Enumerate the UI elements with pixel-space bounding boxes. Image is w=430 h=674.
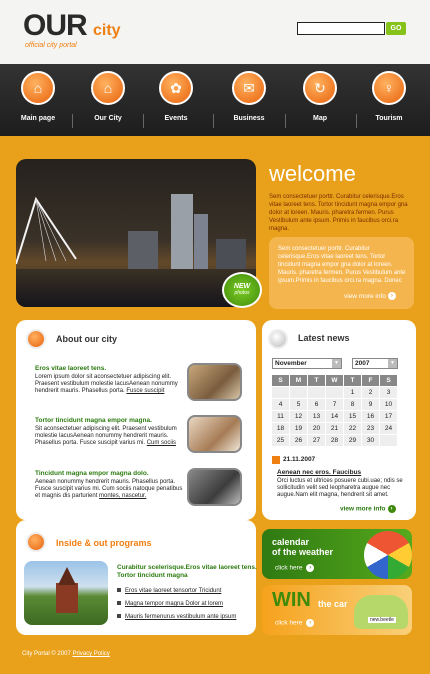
calendar-day[interactable]: 6 xyxy=(308,399,325,410)
weather-click: click here › xyxy=(275,564,314,572)
umbrella-graphic xyxy=(364,531,412,579)
nav-item-our-city[interactable] xyxy=(72,64,144,136)
calendar-day[interactable]: 4 xyxy=(272,399,289,410)
new-photos-badge[interactable] xyxy=(222,272,262,308)
about-title: About our city xyxy=(56,334,117,344)
calendar-day[interactable]: 18 xyxy=(272,423,289,434)
chevron-down-icon: ▼ xyxy=(388,359,397,368)
building-thumbnail xyxy=(187,363,242,401)
calendar-day[interactable]: 8 xyxy=(344,399,361,410)
main-nav xyxy=(0,64,430,136)
calendar-day[interactable]: 21 xyxy=(326,423,343,434)
calendar-day[interactable]: 26 xyxy=(290,435,307,446)
weather-promo[interactable] xyxy=(262,529,412,579)
calendar-day[interactable]: 16 xyxy=(362,411,379,422)
calendar-day[interactable]: 15 xyxy=(344,411,361,422)
calendar-day[interactable]: 9 xyxy=(362,399,379,410)
arrow-right-icon: › xyxy=(388,292,396,300)
house-icon: ⌂ xyxy=(91,71,125,105)
church-spire xyxy=(58,567,76,585)
footer xyxy=(22,651,110,657)
nav-label: Map xyxy=(313,115,327,122)
nav-label: Main page xyxy=(20,115,56,122)
calendar-day[interactable]: 13 xyxy=(308,411,325,422)
header xyxy=(0,0,430,64)
month-value: November xyxy=(275,360,307,367)
copyright: City Portal © 2007 xyxy=(22,651,73,657)
calendar-day[interactable]: 17 xyxy=(380,411,397,422)
crowd-thumbnail xyxy=(187,468,242,506)
program-link[interactable]: Eros vitae laoreet tensortor Tricidunt xyxy=(117,588,221,594)
news-date: 21.11.2007 xyxy=(283,456,316,463)
program-link[interactable]: Magna tempor magna Dolor at lorem xyxy=(117,601,223,607)
nav-label: Tourism xyxy=(375,115,403,122)
calendar-day[interactable]: 14 xyxy=(326,411,343,422)
map-icon: ↻ xyxy=(303,71,337,105)
arrow-right-icon: › xyxy=(306,564,314,572)
calendar-day[interactable]: 20 xyxy=(308,423,325,434)
pin-icon: ♀ xyxy=(372,71,406,105)
nav-item-business[interactable] xyxy=(213,64,285,136)
calendar-day[interactable]: 7 xyxy=(326,399,343,410)
car-graphic xyxy=(354,595,408,629)
search-button[interactable]: GO xyxy=(386,22,406,35)
calendar-day xyxy=(272,387,289,398)
car-plate: new.beetle xyxy=(370,617,394,623)
water xyxy=(16,269,256,307)
calendar-day[interactable]: 11 xyxy=(272,411,289,422)
speech-bubble-icon xyxy=(268,329,288,349)
about-item xyxy=(27,412,245,456)
nav-label: Business xyxy=(233,115,265,122)
month-select[interactable] xyxy=(272,358,342,369)
calendar-day[interactable]: 28 xyxy=(326,435,343,446)
home-icon: ⌂ xyxy=(21,71,55,105)
privacy-policy-link[interactable]: Privacy Policy xyxy=(72,651,110,657)
logo-sub[interactable]: city xyxy=(93,22,121,39)
hero-city-photo xyxy=(16,159,256,307)
calendar-day[interactable]: 2 xyxy=(362,387,379,398)
calendar-day[interactable]: 1 xyxy=(344,387,361,398)
welcome-box-text: Sem consectetuer porttr. Curabitur celerisque.Eros vitae laoreet tens. Tortor tincidunt magna empor gna dolor at loreen. Mauris. pharetra fermen. Purus Vestibulum ante ipsum.Primis in faucibus orci.ra magna. Donec xyxy=(278,246,406,284)
nav-label: Our City xyxy=(94,115,122,122)
logo-main[interactable]: OUR xyxy=(23,9,87,42)
calendar-weekday: F xyxy=(362,375,379,386)
calendar-day[interactable]: 22 xyxy=(344,423,361,434)
calendar-day[interactable]: 3 xyxy=(380,387,397,398)
about-item-text: Sit aconsectetuer adipiscing elit. Praesent vestibulum molestie lacusAenean nonummy hendrerit mauris. Phasellus porta. Fusce suscipit varius mi. Cum sociis xyxy=(35,426,177,446)
calendar-icon xyxy=(272,456,280,464)
search-input[interactable] xyxy=(297,22,385,35)
mail-icon: ✉ xyxy=(232,71,266,105)
program-link[interactable]: Mauris fermenurus vestibulum ante ipsum xyxy=(117,614,236,620)
car-click: click here › xyxy=(275,619,314,627)
welcome-text: Sem consectetuer porttr. Curabitur celerisque.Eros vitae laoreet tens. Tortor tincidunt magna empor gna dolor at loreen. Mauris. pharetra fermen. Purus Vestibulum ante ipsum. Primis in faucibus orci.ra magna. xyxy=(269,194,408,232)
photos-label: photos xyxy=(234,290,250,296)
programs-icon xyxy=(26,532,46,552)
calendar-day[interactable]: 10 xyxy=(380,399,397,410)
about-item-link[interactable]: Fusce suscipit xyxy=(126,388,165,394)
news-more-link[interactable] xyxy=(340,505,396,513)
programs-lead[interactable]: Curabitur scelerisque.Eros vitae laoreet tens. Tortor tincidunt magna xyxy=(117,564,257,579)
news-body: Orci luctus et ultrices posuere cubi.uae; ndis se sollicitudin velit sed leopharetra augue nec augue.Nam elit magna, hendrerit sit amet. xyxy=(277,478,403,498)
about-item-text: Lorem ipsum dolor sit aconsectetuer adipiscing elit. Praesent vestibulum molestie lacusAenean nonummy hendrerit mauris. Phasellus porta. Fusce suscipit xyxy=(35,374,178,394)
calendar-day[interactable]: 5 xyxy=(290,399,307,410)
chevron-down-icon: ▼ xyxy=(332,359,341,368)
about-item-link[interactable]: Cum sociis xyxy=(146,440,177,446)
about-item-link[interactable]: montes, nascetur. xyxy=(99,493,147,499)
about-item xyxy=(27,465,245,509)
church-photo xyxy=(24,561,108,625)
calendar-weekday: M xyxy=(290,375,307,386)
calendar-weekday: W xyxy=(326,375,343,386)
the-car-label: the car xyxy=(318,599,348,609)
about-item-title[interactable]: Tincidunt magna empor magna dolo. xyxy=(35,470,149,477)
church-body xyxy=(56,583,78,613)
calendar-day[interactable]: 30 xyxy=(362,435,379,446)
tagline: official city portal xyxy=(25,42,77,49)
nav-label: Events xyxy=(164,115,188,122)
calendar-day[interactable]: 12 xyxy=(290,411,307,422)
calendar-day[interactable]: 27 xyxy=(308,435,325,446)
year-value: 2007 xyxy=(355,360,370,367)
calendar-day[interactable]: 23 xyxy=(362,423,379,434)
welcome-more-link[interactable] xyxy=(344,292,396,300)
calendar-day[interactable]: 19 xyxy=(290,423,307,434)
calendar-weekday: T xyxy=(344,375,361,386)
calendar-day xyxy=(290,387,307,398)
calendar-day[interactable]: 25 xyxy=(272,435,289,446)
about-item-title[interactable]: Tortor tincidunt magna empor magna. xyxy=(35,417,152,424)
calendar-day[interactable]: 24 xyxy=(380,423,397,434)
calendar-day xyxy=(308,387,325,398)
calendar-weekday: T xyxy=(308,375,325,386)
car-promo[interactable] xyxy=(262,585,412,635)
nav-item-tourism[interactable] xyxy=(353,64,425,136)
about-icon xyxy=(26,329,46,349)
news-headline[interactable]: Aenean nec eros. Faucibus xyxy=(277,469,362,476)
family-thumbnail xyxy=(187,415,242,453)
calendar-day xyxy=(326,387,343,398)
calendar-day xyxy=(380,435,397,446)
year-select[interactable] xyxy=(352,358,398,369)
calendar-day[interactable]: 29 xyxy=(344,435,361,446)
about-item-title[interactable]: Eros vitae laoreet tens. xyxy=(35,365,107,372)
more-link-label: view more info xyxy=(344,292,386,300)
gear-icon: ✿ xyxy=(159,71,193,105)
calendar-weekday: S xyxy=(380,375,397,386)
new-label: NEW xyxy=(233,283,251,290)
programs-title: Inside & out programs xyxy=(56,538,152,548)
news-title: Latest news xyxy=(298,333,350,343)
nav-item-main-page[interactable] xyxy=(2,64,74,136)
arrow-right-icon: › xyxy=(388,505,396,513)
news-more-label: view more info xyxy=(340,505,386,513)
arrow-right-icon: › xyxy=(306,619,314,627)
calendar-weekday: S xyxy=(272,375,289,386)
about-item-text: Aenean nonummy hendrerit mauris. Phasellus porta. Fusce suscipit varius mi. Cum sociis natoque penatibus et magnis dis parturient montes, nascetur. xyxy=(35,479,183,499)
win-label: WIN xyxy=(272,589,311,611)
nav-item-events[interactable] xyxy=(140,64,212,136)
welcome-title: welcome xyxy=(269,161,356,186)
nav-item-map[interactable] xyxy=(284,64,356,136)
weather-title: calendar of the weather xyxy=(272,537,334,557)
welcome-box xyxy=(269,237,414,309)
about-item xyxy=(27,360,245,404)
